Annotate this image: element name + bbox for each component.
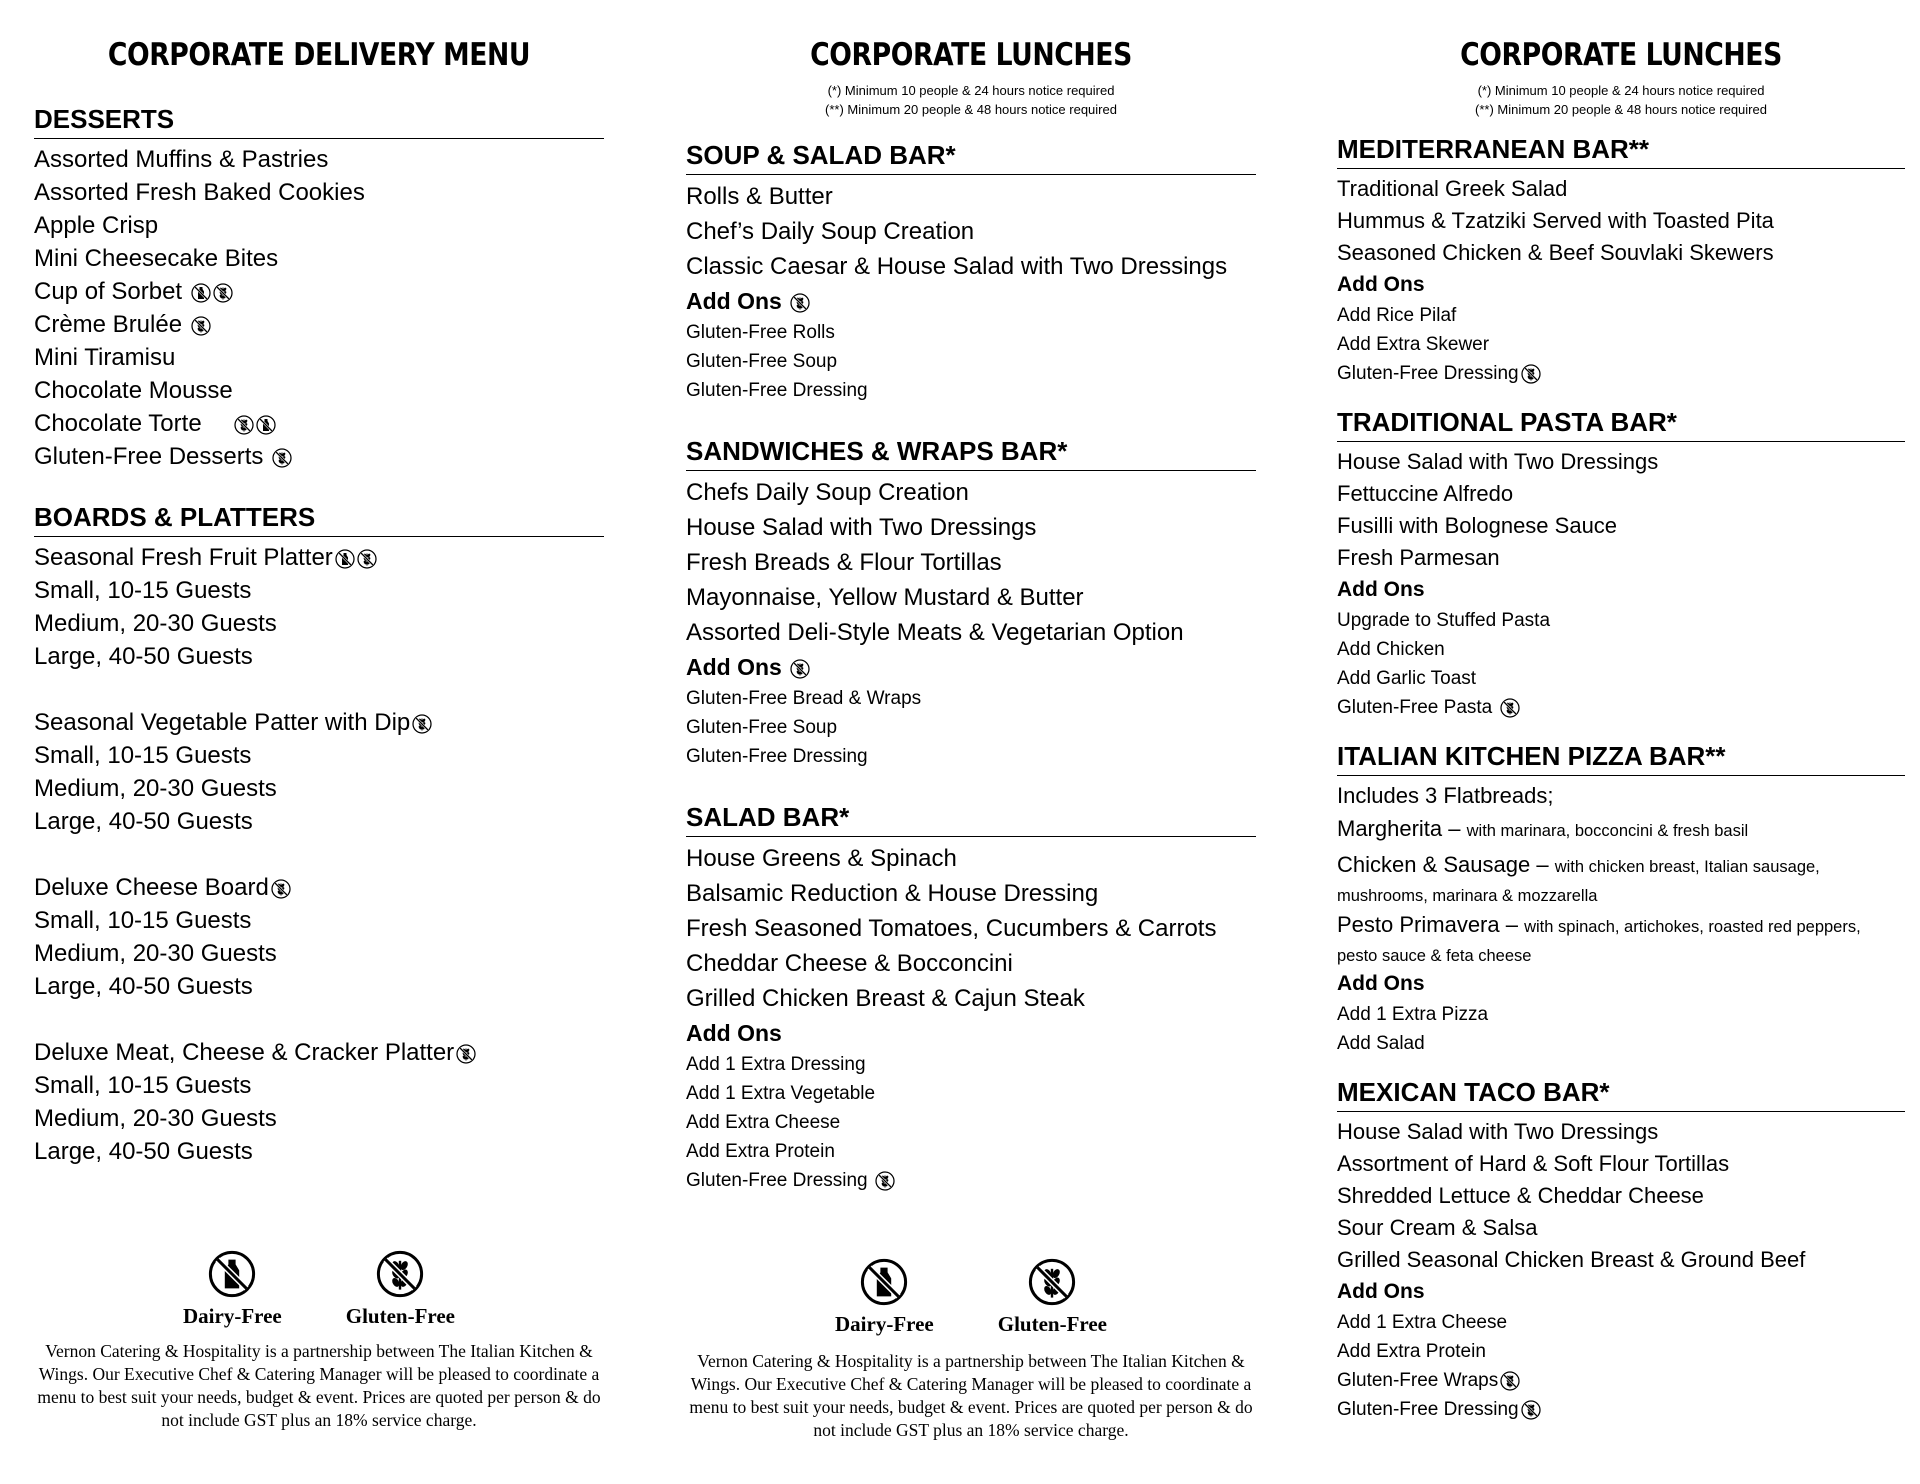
list-item: House Salad with Two Dressings bbox=[1337, 449, 1659, 474]
legend-label: Gluten-Free bbox=[345, 1304, 455, 1328]
list-item: Add Chicken bbox=[1337, 639, 1445, 660]
list-item: Add Extra Protein bbox=[686, 1141, 835, 1162]
mediterranean-list bbox=[1337, 173, 1905, 388]
gluten-free-icon bbox=[271, 879, 291, 899]
mediterranean-section bbox=[1337, 133, 1905, 388]
addons-heading: Add Ons bbox=[1337, 273, 1425, 296]
gluten-free-icon bbox=[412, 714, 432, 734]
list-item: Small, 10-15 Guests bbox=[34, 742, 252, 769]
allergen-legend bbox=[34, 1250, 604, 1329]
list-item: Add Garlic Toast bbox=[1337, 668, 1477, 689]
addons-label: Add Ons bbox=[686, 288, 782, 314]
item-label: Seasonal Fresh Fruit Platter bbox=[34, 544, 333, 571]
list-item: House Greens & Spinach bbox=[686, 845, 957, 872]
gluten-free-icon bbox=[456, 1044, 476, 1064]
list-item bbox=[34, 275, 604, 308]
gluten-free-icon bbox=[272, 448, 292, 468]
list-item bbox=[34, 871, 604, 904]
pizza-list bbox=[1337, 780, 1905, 1058]
pizza-description: with spinach, artichokes, roasted red peppers, bbox=[1524, 918, 1861, 936]
gluten-free-icon bbox=[790, 293, 810, 313]
list-item: Cheddar Cheese & Bocconcini bbox=[686, 950, 1013, 977]
section-heading: ITALIAN KITCHEN PIZZA BAR** bbox=[1337, 740, 1905, 776]
section-heading: BOARDS & PLATTERS bbox=[34, 501, 604, 537]
item-label: Gluten-Free Dressing bbox=[686, 1170, 868, 1191]
list-item: Gluten-Free Soup bbox=[686, 717, 838, 738]
notice-line: (*) Minimum 10 people & 24 hours notice required bbox=[1477, 83, 1765, 98]
list-item: Assorted Deli-Style Meats & Vegetarian Option bbox=[686, 619, 1184, 646]
list-item: Gluten-Free Soup bbox=[686, 351, 838, 372]
list-item bbox=[34, 541, 604, 574]
item-label: Deluxe Cheese Board bbox=[34, 874, 269, 901]
boards-list bbox=[34, 541, 604, 1168]
list-item bbox=[34, 440, 604, 473]
pizza-dash: – bbox=[1442, 816, 1467, 841]
addons-heading bbox=[686, 650, 1256, 684]
list-item: Medium, 20-30 Guests bbox=[34, 610, 277, 637]
addons-heading: Add Ons bbox=[1337, 578, 1425, 601]
corporate-lunches-page-1 bbox=[686, 0, 1256, 1440]
gluten-free-icon bbox=[1521, 1400, 1541, 1420]
list-item: Medium, 20-30 Guests bbox=[34, 940, 277, 967]
list-item: Large, 40-50 Guests bbox=[34, 643, 253, 670]
list-item bbox=[1337, 693, 1905, 722]
list-item: Small, 10-15 Guests bbox=[34, 907, 252, 934]
list-item: Rolls & Butter bbox=[686, 183, 833, 210]
list-item: Balsamic Reduction & House Dressing bbox=[686, 880, 1099, 907]
section-heading: MEDITERRANEAN BAR** bbox=[1337, 133, 1905, 169]
list-item: Grilled Chicken Breast & Cajun Steak bbox=[686, 985, 1085, 1012]
list-item: Gluten-Free Dressing bbox=[686, 380, 868, 401]
list-item: Medium, 20-30 Guests bbox=[34, 1105, 277, 1132]
list-item: Fresh Seasoned Tomatoes, Cucumbers & Carrots bbox=[686, 915, 1217, 942]
boards-section bbox=[34, 501, 604, 1168]
list-item bbox=[34, 341, 604, 374]
list-item: Medium, 20-30 Guests bbox=[34, 775, 277, 802]
list-item: Small, 10-15 Guests bbox=[34, 577, 252, 604]
item-label: Seasonal Vegetable Patter with Dip bbox=[34, 709, 411, 736]
legend-label: Dairy-Free bbox=[183, 1304, 282, 1328]
list-item: Grilled Seasonal Chicken Breast & Ground Beef bbox=[1337, 1247, 1806, 1272]
pizza-name: Chicken & Sausage bbox=[1337, 852, 1531, 877]
notice bbox=[686, 81, 1256, 119]
section-heading: MEXICAN TACO BAR* bbox=[1337, 1076, 1905, 1112]
list-item: Add 1 Extra Pizza bbox=[1337, 1004, 1489, 1025]
gluten-free-icon bbox=[376, 1250, 424, 1298]
section-heading: SANDWICHES & WRAPS BAR* bbox=[686, 435, 1256, 471]
list-item: Chefs Daily Soup Creation bbox=[686, 479, 969, 506]
desserts-list bbox=[34, 143, 604, 473]
gluten-free-icon bbox=[213, 283, 233, 303]
legend-gluten-free bbox=[346, 1250, 455, 1329]
salad-list bbox=[686, 841, 1256, 1195]
list-item: House Salad with Two Dressings bbox=[1337, 1119, 1659, 1144]
list-item: Includes 3 Flatbreads; bbox=[1337, 783, 1554, 808]
spacer bbox=[34, 838, 604, 871]
list-item bbox=[34, 1036, 604, 1069]
legend-dairy-free bbox=[835, 1258, 934, 1337]
legend-dairy-free bbox=[183, 1250, 282, 1329]
delivery-menu-page bbox=[34, 0, 604, 1430]
page-title: CORPORATE LUNCHES bbox=[1460, 37, 1782, 73]
section-heading: SALAD BAR* bbox=[686, 801, 1256, 837]
legend-label: Gluten-Free bbox=[997, 1312, 1107, 1336]
notice bbox=[1337, 81, 1905, 119]
list-item: Fettuccine Alfredo bbox=[1337, 481, 1514, 506]
list-item bbox=[1337, 908, 1905, 944]
notice-line: (*) Minimum 10 people & 24 hours notice required bbox=[827, 83, 1115, 98]
legend-label: Dairy-Free bbox=[835, 1312, 934, 1336]
item-label: Chocolate Mousse bbox=[34, 377, 233, 404]
item-label: Gluten-Free Desserts bbox=[34, 443, 264, 470]
list-item: Assortment of Hard & Soft Flour Tortillas bbox=[1337, 1151, 1730, 1176]
taco-section bbox=[1337, 1076, 1905, 1424]
list-item bbox=[686, 1166, 1256, 1195]
pizza-description: with chicken breast, Italian sausage, bbox=[1554, 858, 1820, 876]
item-label: Assorted Fresh Baked Cookies bbox=[34, 179, 365, 206]
gluten-free-icon bbox=[357, 549, 377, 569]
page-title: CORPORATE DELIVERY MENU bbox=[107, 37, 531, 73]
list-item bbox=[34, 706, 604, 739]
pizza-description: with marinara, bocconcini & fresh basil bbox=[1466, 822, 1749, 840]
list-item: Traditional Greek Salad bbox=[1337, 176, 1568, 201]
addons-heading: Add Ons bbox=[1337, 1280, 1425, 1303]
pizza-dash: – bbox=[1530, 852, 1555, 877]
list-item: Gluten-Free Rolls bbox=[686, 322, 835, 343]
gluten-free-icon bbox=[1500, 1371, 1520, 1391]
dairy-free-icon bbox=[191, 283, 211, 303]
list-item: Add Rice Pilaf bbox=[1337, 305, 1457, 326]
list-item: Gluten-Free Dressing bbox=[686, 746, 868, 767]
list-item bbox=[34, 308, 604, 341]
list-item bbox=[1337, 1395, 1905, 1424]
item-label: Assorted Muffins & Pastries bbox=[34, 146, 329, 173]
list-item: Large, 40-50 Guests bbox=[34, 973, 253, 1000]
footer-text: Vernon Catering & Hospitality is a partnership between The Italian Kitchen & Wings. Our Executive Chef & Catering Manager will be pleased to coordinate a menu to best suit your needs, budget & event. Prices are quoted per person & do not include GST plus an 18% service charge. bbox=[37, 1341, 601, 1430]
dairy-free-icon bbox=[256, 415, 276, 435]
dairy-free-icon bbox=[860, 1258, 908, 1306]
list-item: Shredded Lettuce & Cheddar Cheese bbox=[1337, 1183, 1704, 1208]
list-item: Mayonnaise, Yellow Mustard & Butter bbox=[686, 584, 1084, 611]
addons-heading: Add Ons bbox=[686, 1020, 782, 1046]
item-label: Gluten-Free Wraps bbox=[1337, 1370, 1499, 1391]
list-item: Large, 40-50 Guests bbox=[34, 808, 253, 835]
pizza-dash: – bbox=[1499, 912, 1525, 937]
list-item bbox=[34, 143, 604, 176]
notice-line: (**) Minimum 20 people & 48 hours notice required bbox=[1475, 102, 1767, 117]
list-item: Fresh Parmesan bbox=[1337, 545, 1500, 570]
soup-salad-section bbox=[686, 139, 1256, 405]
list-item bbox=[1337, 812, 1905, 848]
item-label: Gluten-Free Dressing bbox=[1337, 363, 1519, 384]
sandwiches-section bbox=[686, 435, 1256, 771]
list-item: Gluten-Free Bread & Wraps bbox=[686, 688, 922, 709]
section-heading: SOUP & SALAD BAR* bbox=[686, 139, 1256, 175]
gluten-free-icon bbox=[1500, 698, 1520, 718]
list-item: Add Salad bbox=[1337, 1033, 1425, 1054]
gluten-free-icon bbox=[191, 316, 211, 336]
addons-heading bbox=[686, 284, 1256, 318]
pizza-description-cont: mushrooms, marinara & mozzarella bbox=[1337, 887, 1598, 905]
gluten-free-icon bbox=[234, 415, 254, 435]
pizza-name: Margherita bbox=[1337, 816, 1443, 841]
allergen-legend bbox=[686, 1258, 1256, 1337]
list-item bbox=[34, 374, 604, 407]
pasta-list bbox=[1337, 446, 1905, 722]
gluten-free-icon bbox=[1028, 1258, 1076, 1306]
page-title: CORPORATE LUNCHES bbox=[810, 37, 1132, 73]
list-item bbox=[34, 209, 604, 242]
list-item: Upgrade to Stuffed Pasta bbox=[1337, 610, 1551, 631]
gluten-free-icon bbox=[875, 1171, 895, 1191]
pizza-section bbox=[1337, 740, 1905, 1058]
footer-text: Vernon Catering & Hospitality is a partnership between The Italian Kitchen & Wings. Our Executive Chef & Catering Manager will be pleased to coordinate a menu to best suit your needs, budget & event. Prices are quoted per person & do not include GST plus an 18% service charge. bbox=[689, 1351, 1253, 1440]
pizza-name: Pesto Primavera bbox=[1337, 912, 1500, 937]
corporate-lunches-page-2 bbox=[1337, 0, 1905, 1424]
dairy-free-icon bbox=[335, 549, 355, 569]
notice-line: (**) Minimum 20 people & 48 hours notice required bbox=[825, 102, 1117, 117]
list-item: Hummus & Tzatziki Served with Toasted Pita bbox=[1337, 208, 1774, 233]
gluten-free-icon bbox=[790, 659, 810, 679]
list-item: Add 1 Extra Cheese bbox=[1337, 1312, 1508, 1333]
legend-gluten-free bbox=[998, 1258, 1107, 1337]
pasta-section bbox=[1337, 406, 1905, 722]
list-item: Add Extra Cheese bbox=[686, 1112, 841, 1133]
gluten-free-icon bbox=[1521, 364, 1541, 384]
list-item: House Salad with Two Dressings bbox=[686, 514, 1037, 541]
list-item bbox=[1337, 848, 1905, 884]
list-item: Add 1 Extra Dressing bbox=[686, 1054, 866, 1075]
item-label: Apple Crisp bbox=[34, 212, 159, 239]
list-item: Add 1 Extra Vegetable bbox=[686, 1083, 876, 1104]
sandwiches-list bbox=[686, 475, 1256, 771]
item-label: Deluxe Meat, Cheese & Cracker Platter bbox=[34, 1039, 455, 1066]
list-item: Seasoned Chicken & Beef Souvlaki Skewers bbox=[1337, 240, 1774, 265]
list-item bbox=[34, 407, 604, 440]
list-item: Chef’s Daily Soup Creation bbox=[686, 218, 975, 245]
soup-salad-list bbox=[686, 179, 1256, 405]
section-heading: TRADITIONAL PASTA BAR* bbox=[1337, 406, 1905, 442]
list-item: Sour Cream & Salsa bbox=[1337, 1215, 1538, 1240]
list-item: Fresh Breads & Flour Tortillas bbox=[686, 549, 1002, 576]
list-item: Large, 40-50 Guests bbox=[34, 1138, 253, 1165]
list-item: Classic Caesar & House Salad with Two Dressings bbox=[686, 253, 1228, 280]
list-item: Add Extra Skewer bbox=[1337, 334, 1490, 355]
item-label: Cup of Sorbet bbox=[34, 278, 183, 305]
spacer bbox=[34, 1003, 604, 1036]
item-label: Chocolate Torte bbox=[34, 410, 202, 437]
pizza-description-cont: pesto sauce & feta cheese bbox=[1337, 947, 1532, 965]
list-item: Small, 10-15 Guests bbox=[34, 1072, 252, 1099]
section-heading: DESSERTS bbox=[34, 103, 604, 139]
item-label: Crème Brulée bbox=[34, 311, 183, 338]
list-item bbox=[1337, 359, 1905, 388]
dairy-free-icon bbox=[208, 1250, 256, 1298]
item-label: Gluten-Free Pasta bbox=[1337, 697, 1493, 718]
list-item: Fusilli with Bolognese Sauce bbox=[1337, 513, 1618, 538]
list-item bbox=[34, 176, 604, 209]
list-item bbox=[34, 242, 604, 275]
addons-heading: Add Ons bbox=[1337, 972, 1425, 995]
taco-list bbox=[1337, 1116, 1905, 1424]
spacer bbox=[34, 673, 604, 706]
item-label: Mini Tiramisu bbox=[34, 344, 176, 371]
salad-section bbox=[686, 801, 1256, 1195]
item-label: Gluten-Free Dressing bbox=[1337, 1399, 1519, 1420]
addons-label: Add Ons bbox=[686, 654, 782, 680]
desserts-section bbox=[34, 103, 604, 473]
list-item bbox=[1337, 1366, 1905, 1395]
list-item: Add Extra Protein bbox=[1337, 1341, 1486, 1362]
item-label: Mini Cheesecake Bites bbox=[34, 245, 279, 272]
